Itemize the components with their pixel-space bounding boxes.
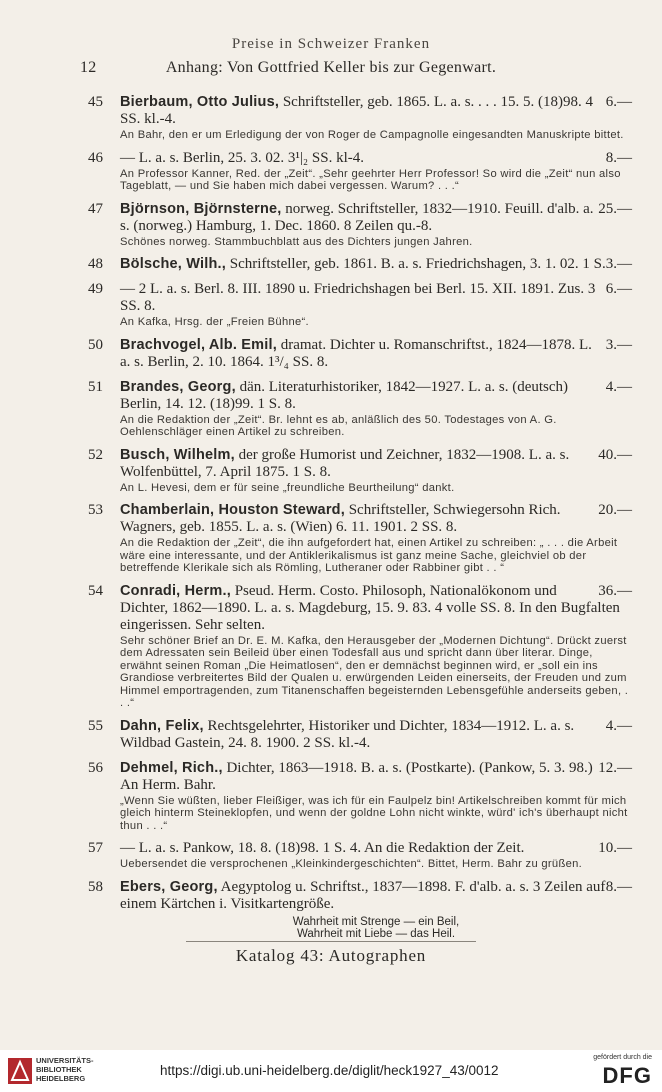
entry-number: 52	[88, 446, 103, 463]
entry-text	[120, 760, 632, 794]
entry-text	[120, 281, 632, 315]
entry-price: 8.—	[605, 149, 632, 166]
entry-number: 45	[88, 94, 103, 110]
viewer-bottom-bar	[0, 1050, 662, 1092]
entry-number: 49	[88, 281, 103, 297]
catalog-entry	[84, 281, 632, 329]
catalog-entry	[84, 840, 632, 871]
library-line-1: UNIVERSITÄTS-	[36, 1056, 94, 1065]
entry-number: 56	[88, 759, 103, 776]
entry-description: Pseud. Herm. Costo. Philosoph, Nationalökonom und Dichter, 1862—1890. L. a. s. Magdeburg, 15. 9. 83. 4 volle SS. 8. In den Bugfalten eingerissen. Sehr selten.	[120, 582, 620, 633]
entry-author: Conradi, Herm.,	[120, 582, 231, 599]
entry-number: 54	[88, 582, 103, 599]
entry-description: der große Humorist und Zeichner, 1832—1908. L. a. s. Wolfenbüttel, 7. April 1875. 1 S. 8.	[120, 446, 570, 480]
catalog-entry	[84, 760, 632, 833]
entry-author: Brandes, Georg,	[120, 378, 236, 395]
catalog-entry	[84, 502, 632, 575]
entry-description: norweg. Schriftsteller, 1832—1910. Feuill. d'alb. a. s. (norweg.) Hamburg, 1. Dec. 1860. 8 Zeilen qu.-8.	[120, 200, 594, 234]
catalog-entry	[84, 583, 632, 710]
catalog-entry	[84, 94, 632, 142]
entry-description: — L. a. s. Berlin, 25. 3. 02. 3¹|₂ SS. kl-4.	[120, 149, 364, 166]
entry-author: Dahn, Felix,	[120, 717, 204, 734]
entry-description: dramat. Dichter u. Romanschriftst., 1824—1878. L. a. s. Berlin, 2. 10. 1864. 1³/₄ SS. 8.	[120, 336, 592, 370]
entry-note: An die Redaktion der „Zeit“, die ihn aufgefordert hat, einen Artikel zu schreiben: „ . . . die Arbeit wäre eine interessante, und der Antiklerikalismus ist ganz meine Sache, gleichviel ob der betreffende Klerikale sich als Römling, Lutheraner oder Rabbiner gibt . . “	[120, 537, 618, 574]
page-number: 12	[80, 59, 97, 76]
entry-price: 6.—	[605, 281, 632, 297]
entry-author: Björnson, Björnsterne,	[120, 200, 282, 217]
entry-description: — 2 L. a. s. Berl. 8. III. 1890 u. Friedrichshagen bei Berl. 15. XII. 1891. Zus. 3 SS. 8.	[120, 281, 596, 314]
catalog-entry	[84, 718, 632, 752]
catalog-entry	[84, 337, 632, 371]
entry-text	[120, 840, 632, 857]
entry-text	[120, 718, 632, 752]
dfg-logo: DFG	[602, 1063, 652, 1088]
entry-number: 55	[88, 717, 103, 734]
entry-note: An Kafka, Hrsg. der „Freien Bühne“.	[120, 316, 309, 328]
entry-author: Bölsche, Wilh.,	[120, 256, 226, 272]
entry-note: An Bahr, den er um Erledigung der von Roger de Campagnolle eingesandten Manuskripte bittet.	[120, 129, 624, 141]
entry-price: 40.—	[598, 446, 632, 463]
entry-text	[120, 150, 632, 167]
entry-note: „Wenn Sie wüßten, lieber Fleißiger, was ich für ein Faulpelz bin! Artikelschreiben kommt für mich gleich hinterm Steineklopfen, und wenn der goldne Lohn nicht winkte, würd' ich's überhaupt nicht thun . . .“	[120, 794, 628, 832]
entry-verse	[120, 916, 632, 941]
catalog-entries	[84, 94, 632, 949]
entry-text	[120, 583, 632, 634]
entry-number: 51	[88, 378, 103, 395]
entry-note: Sehr schöner Brief an Dr. E. M. Kafka, den Herausgeber der „Modernen Dichtung“. Drückt zuerst dem Adressaten sein Beileid über einen Todesfall aus und spricht dann über literar. Dinge, erwähnt seinen Roman „Die Heimatlosen“, den er demnächst beginnen wird, er „soll ein ins Grandiose verbreitertes Bild der Qualen u. erwürgenden Leiden einerseits, der Freuden und zum Himmel emportragenden, zum Titanenschaffen begeisternden Lebensgefühle anderseits geben, . . .“	[120, 634, 629, 709]
entry-number: 50	[88, 336, 103, 353]
university-library-logo-icon	[8, 1058, 32, 1084]
entry-price: 10.—	[598, 840, 632, 856]
entry-text	[120, 502, 632, 536]
entry-description: Schriftsteller, geb. 1861. B. a. s. Friedrichshagen, 3. 1. 02. 1 S.	[226, 256, 606, 272]
entry-number: 46	[88, 149, 103, 166]
library-line-2: BIBLIOTHEK	[36, 1065, 82, 1074]
catalog-entry	[84, 256, 632, 273]
entry-number: 58	[88, 878, 103, 895]
entry-author: Dehmel, Rich.,	[120, 759, 223, 776]
entry-number: 47	[88, 200, 103, 217]
entry-price: 4.—	[605, 717, 632, 734]
entry-author: Ebers, Georg,	[120, 878, 218, 895]
entry-description: Dichter, 1863—1918. B. a. s. (Postkarte). (Pankow, 5. 3. 98.) An Herm. Bahr.	[120, 759, 593, 793]
currency-note: Preise in Schweizer Franken	[231, 36, 431, 52]
entry-text	[120, 379, 632, 413]
catalog-entry	[84, 447, 632, 495]
library-line-3: HEIDELBERG	[36, 1074, 86, 1083]
library-name	[36, 1056, 94, 1083]
footer-divider	[186, 941, 476, 942]
entry-text	[120, 879, 632, 913]
catalog-footer: Katalog 43: Autographen	[235, 946, 427, 965]
entry-number: 53	[88, 502, 103, 518]
permalink-url[interactable]: https://digi.ub.uni-heidelberg.de/diglit/heck1927_43/0012	[160, 1063, 499, 1078]
entry-text	[120, 256, 632, 273]
entry-price: 3.—	[605, 336, 632, 353]
entry-price: 4.—	[605, 378, 632, 395]
entry-price: 25.—	[598, 200, 632, 217]
entry-note: An die Redaktion der „Zeit“. Br. lehnt es ab, anläßlich des 50. Todestages von A. G. Oehlenschläger einen Artikel zu schreiben.	[120, 413, 557, 438]
verse-line: Wahrheit mit Liebe — das Heil.	[296, 928, 456, 940]
entry-text	[120, 94, 632, 128]
catalog-entry	[84, 379, 632, 439]
catalog-entry	[84, 201, 632, 249]
entry-note: An L. Hevesi, dem er für seine „freundliche Beurtheilung“ dankt.	[120, 481, 455, 494]
verse-line: Wahrheit mit Strenge — ein Beil,	[292, 915, 460, 928]
entry-text	[120, 337, 632, 371]
entry-description: Aegyptolog u. Schriftst., 1837—1898. F. d'alb. a. s. 3 Zeilen auf einem Kärtchen i. Visitkartengröße.	[120, 878, 606, 912]
entry-description: — L. a. s. Pankow, 18. 8. (18)98. 1 S. 4. An die Redaktion der Zeit.	[120, 840, 525, 856]
entry-author: Bierbaum, Otto Julius,	[120, 94, 280, 110]
entry-description: Rechtsgelehrter, Historiker und Dichter, 1834—1912. L. a. s. Wildbad Gastein, 24. 8. 1900. 2 SS. kl.-4.	[120, 717, 575, 751]
entry-author: Busch, Wilhelm,	[120, 446, 235, 463]
catalog-entry	[84, 879, 632, 941]
entry-text	[120, 447, 632, 481]
entry-number: 57	[88, 840, 103, 856]
funding-note: gefördert durch die	[593, 1054, 652, 1061]
entry-price: 36.—	[598, 582, 632, 599]
catalog-entry	[84, 150, 632, 193]
entry-price: 12.—	[598, 759, 632, 776]
entry-author: Brachvogel, Alb. Emil,	[120, 336, 277, 353]
entry-price: 6.—	[605, 94, 632, 110]
entry-price: 3.—	[605, 256, 632, 272]
running-title: Anhang: Von Gottfried Keller bis zur Gegenwart.	[165, 59, 497, 76]
entry-note: An Professor Kanner, Red. der „Zeit“. „Sehr geehrter Herr Professor! So wird die „Zeit“ nun also Tageblatt, — und Sie haben mich dabei vergessen. Warum? . . .“	[120, 167, 621, 192]
entry-text	[120, 201, 632, 235]
entry-description: dän. Literaturhistoriker, 1842—1927. L. a. s. (deutsch) Berlin, 14. 12. (18)99. 1 S. 8.	[120, 378, 569, 412]
entry-description: Schriftsteller, geb. 1865. L. a. s. . . . 15. 5. (18)98. 4 SS. kl.-4.	[120, 94, 594, 127]
entry-price: 8.—	[605, 878, 632, 895]
entry-author: Chamberlain, Houston Steward,	[120, 502, 345, 518]
entry-number: 48	[88, 256, 103, 272]
entry-description: Schriftsteller, Schwiegersohn Rich. Wagners, geb. 1855. L. a. s. (Wien) 6. 11. 1901. 2 SS. 8.	[120, 502, 561, 535]
entry-note: Uebersendet die versprochenen „Kleinkindergeschichten“. Bittet, Herm. Bahr zu grüßen.	[120, 858, 583, 870]
entry-price: 20.—	[598, 502, 632, 518]
entry-note: Schönes norweg. Stammbuchblatt aus des Dichters jungen Jahren.	[120, 235, 473, 248]
